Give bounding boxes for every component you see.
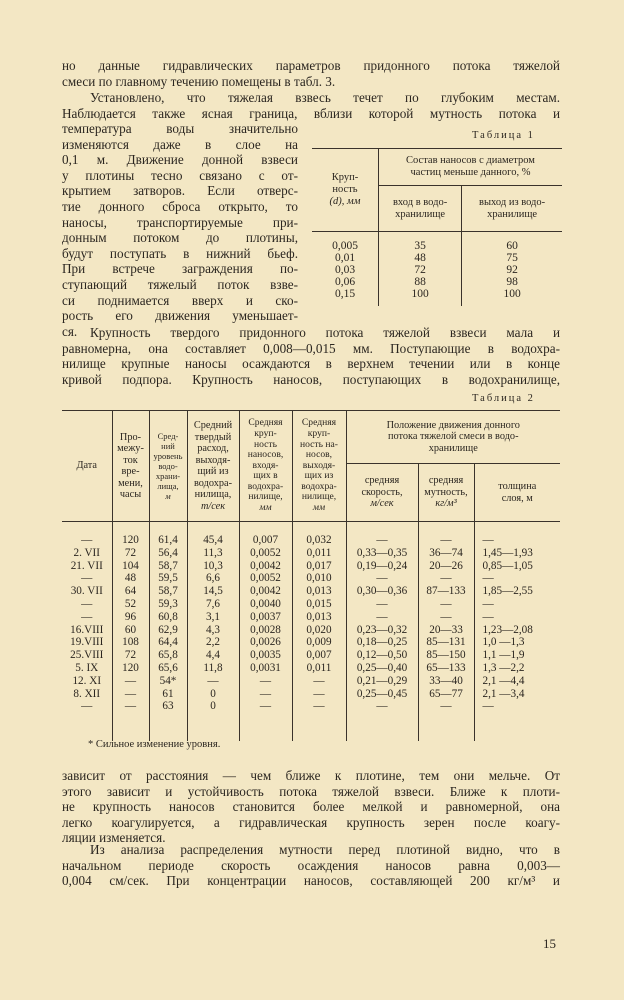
- table-row: [62, 688, 560, 701]
- table2-header-flow: Средний твердый расход, выходя- щий из водохра- нилища, т/сек: [187, 411, 239, 522]
- paragraph-2: Установлено, что тяжелая взвесь течет по глубоким местам. Наблюдается также ясная граница, вблизи которой мутность потока и: [62, 90, 560, 121]
- table-cell: 0,013: [292, 585, 346, 598]
- table-cell: —: [112, 675, 149, 688]
- table1-header-size: Круп- ность (d), мм: [312, 149, 379, 232]
- table-cell: 11,8: [187, 662, 239, 675]
- table-row: [62, 572, 560, 585]
- table-cell: 0,25—0,45: [346, 688, 418, 701]
- table-cell: 0,013: [292, 611, 346, 624]
- table-cell: 1,0 —1,3: [474, 636, 560, 649]
- table-row: [62, 649, 560, 662]
- table-cell: 58,7: [149, 560, 187, 573]
- table2-header-thickness: толщина слоя, м: [474, 464, 560, 522]
- table-cell: —: [474, 572, 560, 585]
- table-cell: —: [187, 675, 239, 688]
- table-row: [62, 560, 560, 573]
- table-cell: 85—150: [418, 649, 474, 662]
- table-cell: —: [239, 700, 292, 713]
- table-cell: —: [346, 572, 418, 585]
- table-row: [62, 598, 560, 611]
- table2-header-date: Дата: [62, 411, 112, 522]
- table2-header-size-out: Средняя круп- ность на- носов, выходя- щих из водохра- нилище, мм: [292, 411, 346, 522]
- table-cell: 4,3: [187, 624, 239, 637]
- table-cell: 0,85—1,05: [474, 560, 560, 573]
- table-cell: —: [112, 700, 149, 713]
- table-cell: —: [81, 534, 93, 546]
- table2-header-level: Сред- ний уровень водо- храни- лища, м: [149, 411, 187, 522]
- table1-header-outflow: выход из водо- хранилище: [462, 186, 562, 232]
- table-cell: 72: [112, 649, 149, 662]
- table-cell: 2,1 —4,4: [474, 675, 560, 688]
- table-row: [62, 675, 560, 688]
- table-cell: 10,3: [187, 560, 239, 573]
- table-cell: —: [474, 534, 560, 547]
- table-cell: 4,4: [187, 649, 239, 662]
- table-cell: 96: [112, 611, 149, 624]
- table-row: [62, 624, 560, 637]
- table-cell: 14,5: [187, 585, 239, 598]
- table-cell: 60: [112, 624, 149, 637]
- table-cell: 0,007: [292, 649, 346, 662]
- table-cell: 0,020: [292, 624, 346, 637]
- table-cell: 0,30—0,36: [346, 585, 418, 598]
- table-cell: —: [81, 597, 93, 610]
- table-cell: 0,0052: [239, 547, 292, 560]
- table-row: 0,03 72 92: [312, 264, 562, 276]
- table2-header-interval: Про- межу- ток вре- мени, часы: [112, 411, 149, 522]
- table-row: [62, 636, 560, 649]
- table-cell: 25.VIII: [70, 649, 104, 662]
- table-cell: 19.VIII: [70, 636, 104, 649]
- table-cell: 62,9: [149, 624, 187, 637]
- table-cell: 45,4: [187, 534, 239, 547]
- table-cell: —: [346, 700, 418, 713]
- table-cell: 0: [187, 700, 239, 713]
- table1-caption: Таблица 1: [472, 130, 535, 141]
- table-cell: 11,3: [187, 547, 239, 560]
- table-cell: 1,85—2,55: [474, 585, 560, 598]
- table-cell: 85—131: [418, 636, 474, 649]
- table2-header-size-in: Средняя круп- ность наносов, входя- щих в водохра- нилище, мм: [239, 411, 292, 522]
- table-cell: —: [81, 610, 93, 623]
- table-cell: 0,0042: [239, 585, 292, 598]
- table-cell: —: [292, 688, 346, 701]
- table-row: [62, 585, 560, 598]
- table2-header-speed: средняя скорость, м/сек: [346, 464, 418, 522]
- table-cell: 60,8: [149, 611, 187, 624]
- table-cell: 30. VII: [70, 585, 103, 598]
- table-row: 0,005 35 60: [312, 240, 562, 252]
- table-row: [62, 700, 560, 713]
- table-cell: 63: [149, 700, 187, 713]
- table-cell: 58,7: [149, 585, 187, 598]
- table-cell: 0,12—0,50: [346, 649, 418, 662]
- table-cell: 0,011: [292, 547, 346, 560]
- table-cell: 5. IX: [75, 661, 99, 674]
- table-cell: 1,1 —1,9: [474, 649, 560, 662]
- table-row: [62, 662, 560, 675]
- table-cell: 0,0042: [239, 560, 292, 573]
- table2-header-turbidity: средняя мутность, кг/м³: [418, 464, 474, 522]
- table-row: [62, 534, 560, 547]
- table-cell: 0,21—0,29: [346, 675, 418, 688]
- table-row: 0,06 88 98: [312, 276, 562, 288]
- table-1: [312, 148, 562, 306]
- table-cell: 7,6: [187, 598, 239, 611]
- table-cell: 0,23—0,32: [346, 624, 418, 637]
- table-cell: —: [418, 534, 474, 547]
- table-cell: 0,032: [292, 534, 346, 547]
- table-cell: 120: [112, 534, 149, 547]
- table-cell: 87—133: [418, 585, 474, 598]
- table-cell: —: [346, 611, 418, 624]
- table-cell: 54*: [149, 675, 187, 688]
- table-cell: 20—26: [418, 560, 474, 573]
- page-number: 15: [543, 936, 556, 951]
- paragraph-1: но данные гидравлических параметров придонного потока тяжелой смеси по главному течению помещены в табл. 3.: [62, 58, 560, 89]
- table-cell: 0,015: [292, 598, 346, 611]
- table-row: [62, 611, 560, 624]
- table-cell: —: [112, 688, 149, 701]
- table-cell: 1,3 —2,2: [474, 662, 560, 675]
- table1-header-inflow: вход в водо- хранилище: [379, 186, 462, 232]
- table-cell: —: [239, 675, 292, 688]
- paragraph-4: зависит от расстояния — чем ближе к плотине, тем они мельче. От этого зависит и устойчивость потока тяжелой взвеси. Ближе к плоти- не крупность наносов становится более мелкой и равномерной, она легко коагулируется, а гидравлическая крупность зерен после коагу- ляции изменяется.: [62, 768, 560, 846]
- table-cell: 59,5: [149, 572, 187, 585]
- table-row: 0,01 48 75: [312, 252, 562, 264]
- table-cell: 59,3: [149, 598, 187, 611]
- table-cell: 16.VIII: [70, 623, 104, 636]
- table-cell: 64,4: [149, 636, 187, 649]
- table-cell: —: [81, 572, 93, 585]
- table-cell: 0,0052: [239, 572, 292, 585]
- table-cell: 0,017: [292, 560, 346, 573]
- table-cell: 65—133: [418, 662, 474, 675]
- table-cell: —: [346, 598, 418, 611]
- table-cell: 120: [112, 662, 149, 675]
- table-cell: 1,45—1,93: [474, 547, 560, 560]
- table-cell: 3,1: [187, 611, 239, 624]
- table-cell: —: [418, 611, 474, 624]
- table-cell: 0,0037: [239, 611, 292, 624]
- table-cell: 65,6: [149, 662, 187, 675]
- table-cell: 61: [149, 688, 187, 701]
- table-cell: 0,19—0,24: [346, 560, 418, 573]
- table-cell: 0,007: [239, 534, 292, 547]
- paragraph-3: Крупность твердого придонного потока тяжелой взвеси мала и равномерна, она составляет 0,008—0,015 мм. Поступающие в водохра- нилище крупные наносы осаждаются в верхнем течении или в конце кривой подпора. Крупность наносов, поступающих в водохранилище,: [62, 325, 560, 387]
- table2-caption: Таблица 2: [472, 393, 535, 404]
- table-cell: 0,010: [292, 572, 346, 585]
- table-cell: 0,18—0,25: [346, 636, 418, 649]
- table-cell: 6,6: [187, 572, 239, 585]
- table-cell: —: [418, 598, 474, 611]
- table2-header-group: Положение движения донного потока тяжелой смеси в водо- хранилище: [346, 411, 560, 464]
- table-cell: —: [474, 700, 560, 713]
- table-cell: 2. VII: [73, 546, 100, 559]
- table-2: [62, 410, 560, 741]
- table-cell: —: [81, 700, 93, 713]
- table-cell: 65—77: [418, 688, 474, 701]
- table-cell: 61,4: [149, 534, 187, 547]
- table-cell: 0,0031: [239, 662, 292, 675]
- table-cell: 48: [112, 572, 149, 585]
- table-cell: 0,0026: [239, 636, 292, 649]
- table-cell: 0,011: [292, 662, 346, 675]
- table-cell: 1,23—2,08: [474, 624, 560, 637]
- table-cell: —: [346, 534, 418, 547]
- table-cell: —: [292, 675, 346, 688]
- table-cell: 104: [112, 560, 149, 573]
- table-cell: 108: [112, 636, 149, 649]
- table-cell: 8. XII: [73, 687, 101, 700]
- table-cell: 0,25—0,40: [346, 662, 418, 675]
- table-cell: 0,0035: [239, 649, 292, 662]
- table-cell: 72: [112, 547, 149, 560]
- paragraph-5: Из анализа распределения мутности перед плотиной видно, что в начальном периоде скорость осаждения наносов равна 0,003— 0,004 см/сек. При концентрации наносов, составляющей 200 кг/м³ и: [62, 842, 560, 889]
- table-cell: 52: [112, 598, 149, 611]
- table-cell: —: [474, 598, 560, 611]
- table-cell: 0,0028: [239, 624, 292, 637]
- table-cell: 2,2: [187, 636, 239, 649]
- table-cell: 36—74: [418, 547, 474, 560]
- table-cell: —: [239, 688, 292, 701]
- table-cell: 56,4: [149, 547, 187, 560]
- table1-header-group: Состав наносов с диаметром частиц меньше данного, %: [379, 149, 563, 186]
- table-cell: —: [418, 572, 474, 585]
- table-cell: 2,1 —3,4: [474, 688, 560, 701]
- table-row: 0,15 100 100: [312, 288, 562, 306]
- table-cell: 0,009: [292, 636, 346, 649]
- table-cell: 64: [112, 585, 149, 598]
- table-cell: 12. XI: [72, 674, 102, 687]
- table-cell: —: [292, 700, 346, 713]
- table-cell: 20—33: [418, 624, 474, 637]
- table-row: [62, 547, 560, 560]
- table-cell: 0,33—0,35: [346, 547, 418, 560]
- table-cell: 0,0040: [239, 598, 292, 611]
- table-cell: 0: [187, 688, 239, 701]
- table-cell: 21. VII: [70, 559, 103, 572]
- table-cell: 65,8: [149, 649, 187, 662]
- table2-footnote: * Сильное изменение уровня.: [88, 739, 221, 750]
- table-cell: 33—40: [418, 675, 474, 688]
- table-cell: —: [418, 700, 474, 713]
- table-cell: —: [474, 611, 560, 624]
- wrapped-paragraph: температура воды значительно изменяются даже в слое на 0,1 м. Движение донной взвеси у плотины тесно связано с от- крытием затворов. Если отверс- тие донного сброса открыто, то наносы, транспортируемые при- донным потоком до плотины, будут поступать в нижний бьеф. При встрече заграждения по- ступающий тяжелый поток взве- си поднимается вверх и ско- рость его движения уменьшает- ся.: [62, 121, 298, 339]
